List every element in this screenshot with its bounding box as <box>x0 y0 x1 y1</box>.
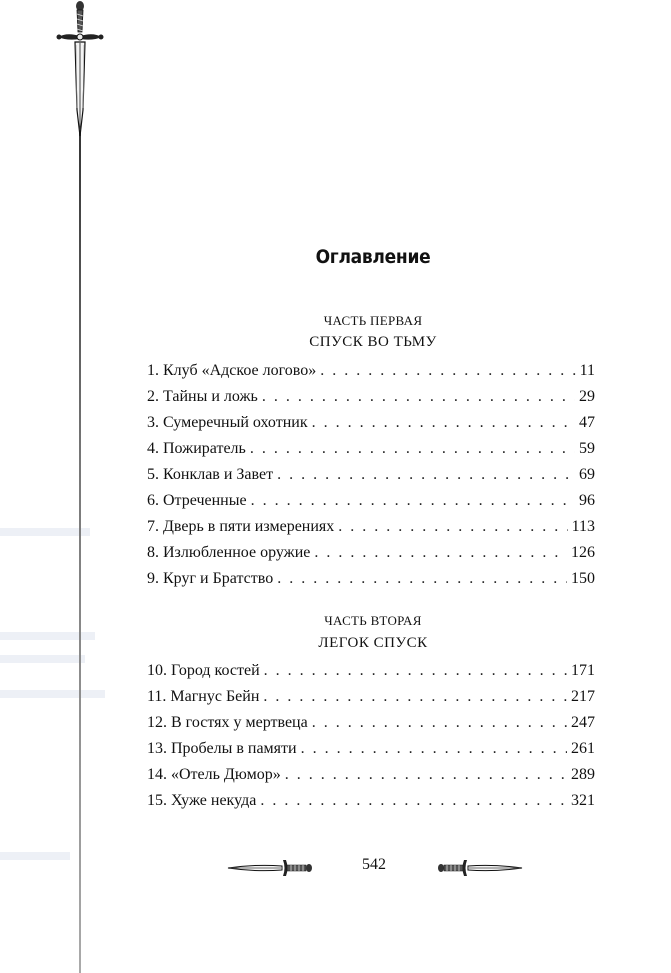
page-number: 69 <box>579 466 595 483</box>
page-number: 150 <box>571 570 595 587</box>
toc-entry[interactable] <box>147 440 595 466</box>
page-number: 47 <box>579 414 595 431</box>
chapter-title: Тайны и ложь <box>163 388 258 405</box>
toc-entry[interactable] <box>147 662 595 688</box>
chapter-title: В гостях у мертвеца <box>171 714 308 731</box>
chapter-title: Хуже некуда <box>171 792 257 809</box>
dot-leader <box>320 362 575 380</box>
toc-entry[interactable] <box>147 688 595 714</box>
chapter-title: Круг и Братство <box>163 570 274 587</box>
dot-leader <box>250 440 575 458</box>
part-two-title: ЛЕГОК СПУСК <box>318 635 428 651</box>
dot-leader <box>251 492 575 510</box>
chapter-number: 15. <box>147 792 167 809</box>
dagger-ornament-right-icon <box>438 858 524 878</box>
dot-leader <box>312 414 575 432</box>
chapter-number: 7. <box>147 518 159 535</box>
page-number: 113 <box>571 518 595 535</box>
chapter-title: Конклав и Завет <box>163 466 274 483</box>
part-two-label: ЧАСТЬ ВТОРАЯ <box>324 613 422 628</box>
toc-entry[interactable] <box>147 362 595 388</box>
page-number: 289 <box>571 766 595 783</box>
dot-leader <box>277 466 575 484</box>
page-title: Оглавление <box>315 246 431 268</box>
dagger-ornament-icon <box>55 0 105 140</box>
chapter-number: 12. <box>147 714 167 731</box>
chapter-title: Дверь в пяти измерениях <box>163 518 335 535</box>
bleed-through-mark <box>0 690 105 698</box>
dot-leader <box>301 740 567 758</box>
dot-leader <box>264 662 567 680</box>
page-number: 247 <box>571 714 595 731</box>
chapter-number: 6. <box>147 492 159 509</box>
chapter-title: Пожиратель <box>163 440 246 457</box>
chapter-title: Излюбленное оружие <box>163 544 311 561</box>
toc-list-part-two <box>147 662 595 818</box>
toc-entry[interactable] <box>147 714 595 740</box>
chapter-number: 11. <box>147 688 167 705</box>
chapter-title: Пробелы в памяти <box>171 740 297 757</box>
toc-entry[interactable] <box>147 466 595 492</box>
part-one-label: ЧАСТЬ ПЕРВАЯ <box>323 313 423 328</box>
chapter-number: 14. <box>147 766 167 783</box>
chapter-number: 8. <box>147 544 159 561</box>
chapter-title: Клуб «Адское логово» <box>163 362 317 379</box>
dot-leader <box>285 766 567 784</box>
toc-entry[interactable] <box>147 492 595 518</box>
toc-entry[interactable] <box>147 414 595 440</box>
chapter-title: «Отель Дюмор» <box>171 766 281 783</box>
page-number: 171 <box>571 662 595 679</box>
dot-leader <box>338 518 567 536</box>
part-one-title: СПУСК ВО ТЬМУ <box>309 334 437 350</box>
toc-entry[interactable] <box>147 388 595 414</box>
bleed-through-mark <box>0 655 85 663</box>
chapter-number: 3. <box>147 414 159 431</box>
chapter-title: Магнус Бейн <box>170 688 260 705</box>
dot-leader <box>262 388 575 406</box>
dot-leader <box>277 570 567 588</box>
chapter-number: 4. <box>147 440 159 457</box>
page-number: 126 <box>571 544 595 561</box>
chapter-number: 1. <box>147 362 159 379</box>
dagger-ornament-left-icon <box>226 858 312 878</box>
page-number: 261 <box>571 740 595 757</box>
chapter-number: 13. <box>147 740 167 757</box>
chapter-title: Город костей <box>171 662 260 679</box>
dot-leader <box>312 714 567 732</box>
dot-leader <box>314 544 567 562</box>
page-number: 96 <box>579 492 595 509</box>
toc-entry[interactable] <box>147 792 595 818</box>
bleed-through-mark <box>0 528 90 536</box>
chapter-number: 10. <box>147 662 167 679</box>
toc-entry[interactable] <box>147 570 595 596</box>
chapter-title: Сумеречный охотник <box>163 414 308 431</box>
toc-entry[interactable] <box>147 740 595 766</box>
page-folio-number: 542 <box>362 856 386 873</box>
page-number: 321 <box>571 792 595 809</box>
chapter-number: 2. <box>147 388 159 405</box>
chapter-number: 5. <box>147 466 159 483</box>
toc-entry[interactable] <box>147 766 595 792</box>
page-number: 217 <box>571 688 595 705</box>
page-footer <box>0 856 671 880</box>
dot-leader <box>260 792 567 810</box>
chapter-number: 9. <box>147 570 159 587</box>
toc-entry[interactable] <box>147 544 595 570</box>
toc-entry[interactable] <box>147 518 595 544</box>
toc-list-part-one <box>147 362 595 596</box>
page-number: 29 <box>579 388 595 405</box>
page-number: 59 <box>579 440 595 457</box>
dot-leader <box>263 688 567 706</box>
page-number: 11 <box>579 362 595 379</box>
chapter-title: Отреченные <box>163 492 247 509</box>
